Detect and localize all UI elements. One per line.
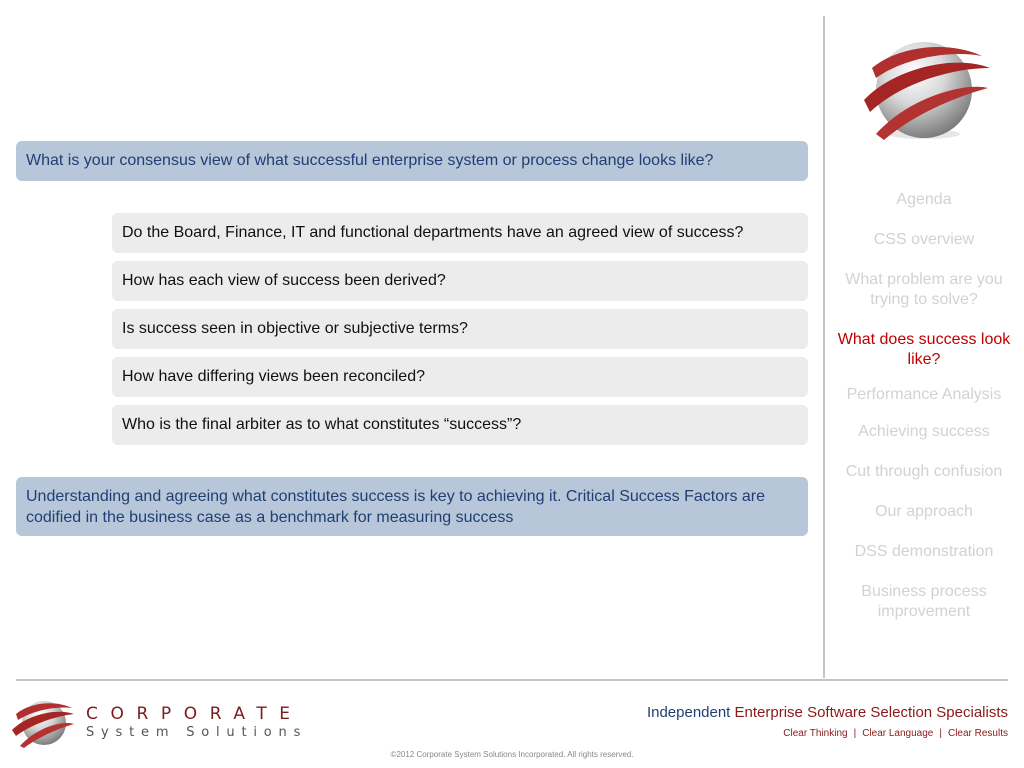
globe-swoosh-icon [858,38,992,144]
nav-item-label: Achieving success [858,423,990,440]
main-question-text: What is your consensus view of what successful enterprise system or process change looks like? [26,152,714,169]
tagline-independent: Independent [646,704,731,721]
sub-question-text: How has each view of success been derived? [122,272,446,289]
subtagline-clear-language: Clear Language [862,728,934,739]
sub-question-item [112,261,808,301]
horizontal-divider [16,679,1008,681]
nav-item-label: Agenda [896,191,952,208]
nav-item-business-process[interactable] [830,582,1018,622]
brand-name-bottom: System Solutions [86,725,308,740]
footer-logo-icon [10,698,76,748]
subtagline-separator: | [853,728,857,739]
tagline-specialists: Enterprise Software Selection Specialists [734,704,1008,721]
sub-question-text: Do the Board, Finance, IT and functional departments have an agreed view of success? [122,224,744,241]
nav-item-label: CSS overview [873,231,975,248]
nav-item-performance-analysis[interactable] [830,385,1018,405]
subtagline-clear-results: Clear Results [947,728,1008,739]
sub-question-text: How have differing views been reconciled? [122,368,425,385]
copyright-notice: ©2012 Corporate System Solutions Incorporated. All rights reserved. [390,750,634,759]
vertical-divider [823,16,825,678]
subtagline-separator: | [939,728,942,739]
nav-item-label: DSS demonstration [854,543,994,560]
nav-item-label: What does success look like? [837,331,1011,368]
nav-item-label: Business process improvement [861,583,987,620]
nav-item-achieving-success[interactable] [830,422,1018,442]
nav-item-label: Cut through confusion [845,463,1003,480]
subtagline-clear-thinking: Clear Thinking [783,728,848,739]
nav-item-dss-demonstration[interactable] [830,542,1018,562]
footer-subtagline [783,728,1008,739]
nav-item-what-success[interactable] [830,330,1018,370]
nav-item-cut-through-confusion[interactable] [830,462,1018,482]
sub-question-item [112,309,808,349]
conclusion-box [16,477,808,536]
conclusion-text: Understanding and agreeing what constitutes success is key to achieving it. Critical Success Factors are codified in the business case as a benchmark for measuring success [26,488,766,526]
nav-item-what-problem[interactable] [830,270,1018,310]
sub-question-item [112,357,808,397]
sub-question-text: Who is the final arbiter as to what constitutes “success”? [122,416,522,433]
nav-item-label: Performance Analysis [846,386,1002,403]
footer-tagline [647,704,1008,721]
nav-item-label: What problem are you trying to solve? [845,271,1003,308]
nav-item-agenda[interactable] [830,190,1018,210]
sub-question-text: Is success seen in objective or subjective terms? [122,320,468,337]
nav-item-css-overview[interactable] [830,230,1018,250]
nav-item-our-approach[interactable] [830,502,1018,522]
sub-question-item [112,405,808,445]
sub-question-item [112,213,808,253]
main-question-box [16,141,808,181]
nav-item-label: Our approach [875,503,973,520]
brand-name-top: CORPORATE [86,704,303,724]
